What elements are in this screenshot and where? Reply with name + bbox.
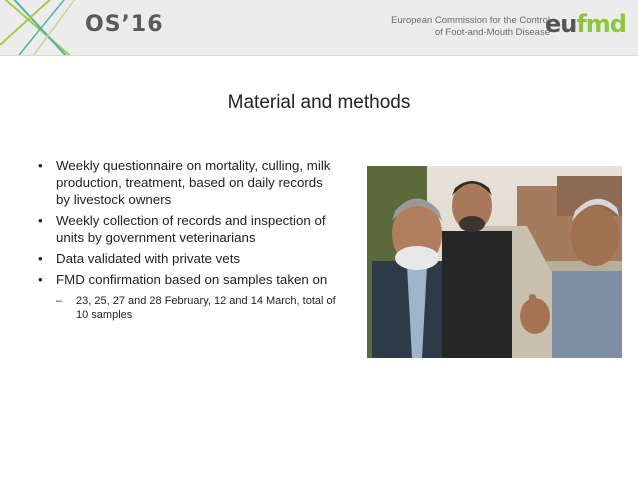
bullet-dot-icon: • [38,251,43,266]
slide-title: Material and methods [227,92,411,113]
logo-prefix: eu [544,10,577,38]
bullet-dot-icon: • [38,158,43,173]
decorative-lines-graphic [0,0,80,55]
bullet-text: Weekly questionnaire on mortality, culling, milk production, treatment, based on daily records by livestock owners [56,158,331,207]
bullet-text: FMD confirmation based on samples taken on [56,272,328,287]
bullet-dot-icon: • [38,213,43,228]
dash-icon: – [56,295,63,307]
commission-name [391,15,550,39]
sub-bullet-item [56,294,338,322]
conference-logo: OS’16 [85,12,164,37]
bullet-item [38,157,338,208]
bullet-item [38,250,338,267]
commission-line-1: European Commission for the Control [391,15,550,26]
sub-bullet-text: 23, 25, 27 and 28 February, 12 and 14 March, total of 10 samples [76,295,336,321]
bullet-list [38,157,338,326]
logo-suffix: fmd [576,10,626,38]
bullet-text: Weekly collection of records and inspection of units by government veterinarians [56,213,326,245]
bullet-dot-icon: • [38,272,43,287]
commission-line-2: of Foot-and-Mouth Disease [434,27,550,38]
bullet-item [38,212,338,246]
bullet-item [38,271,338,322]
bullet-text: Data validated with private vets [56,251,241,266]
eufmd-logo [545,10,626,38]
sub-bullet-list [56,294,338,322]
field-photo-men [367,166,622,358]
slide-header [0,0,638,56]
